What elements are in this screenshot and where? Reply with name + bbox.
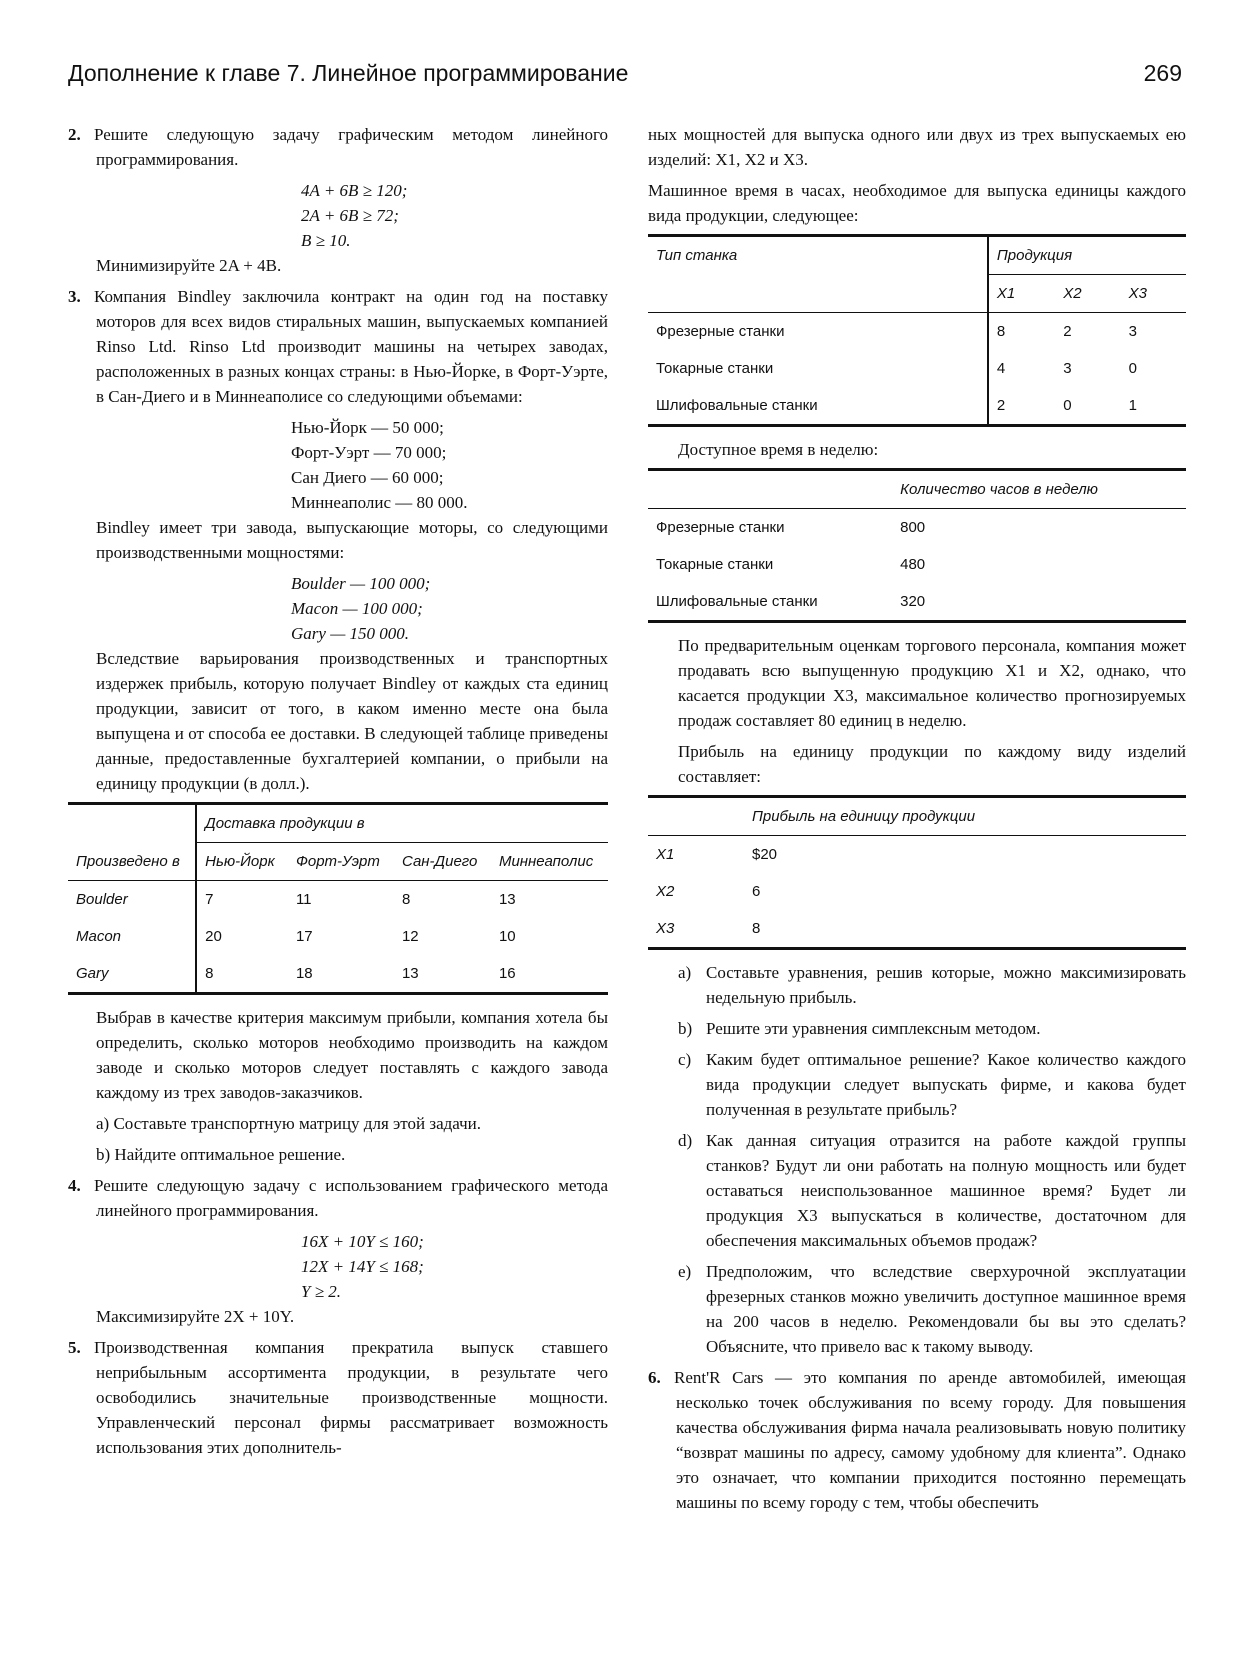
table-row: Gary 8 18 13 16 <box>68 955 608 994</box>
paragraph: ных мощностей для выпуска одного или двух из трех выпускаемых ею изделий: X1, X2 и X3. <box>648 125 1186 169</box>
paragraph: Выбрав в качестве критерия максимум прибыли, компания хотела бы определить, сколько моторов необходимо производить на каждом заводе и сколько моторов следует поставлять с каждого завода каждому из трех заводов-заказчиков. <box>96 1008 608 1102</box>
problem-3 <box>68 284 608 796</box>
objective: Минимизируйте 2A + 4B. <box>96 256 282 275</box>
table-header: Прибыль на единицу продукции <box>744 797 1186 836</box>
table-row: Фрезерные станки 8 2 3 <box>648 313 1186 351</box>
list-item: d) Как данная ситуация отразится на работе каждой группы станков? Будут ли они работать на полную мощность или будет оставаться неиспользованное машинное время? Будет ли продукция X3 выпускаться в количестве, достаточном для обеспечения максимальных объемов продаж? <box>678 1131 1186 1250</box>
table-row: Boulder 7 11 8 13 <box>68 881 608 919</box>
paragraph: Bindley имеет три завода, выпускающие моторы, со следующими производственными мощностями: <box>96 518 608 562</box>
table-row: Шлифовальные станки 320 <box>656 593 926 610</box>
page-number: 269 <box>1143 60 1182 86</box>
paragraph: По предварительным оценкам торгового персонала, компания может продавать всю выпущенную продукцию X1 и X2, однако, что касается продукции X3, максимальное количество прогнозируемых продаж составляет 80 единиц в неделю. <box>678 636 1186 730</box>
formula: 4A + 6B ≥ 120; <box>301 181 408 200</box>
list-item: Macon — 100 000; <box>291 599 423 618</box>
paragraph: Вследствие варьирования производственных и транспортных издержек прибыль, которую получает Bindley от каждых ста единиц продукции, зависит от того, в каком именно месте она была выпущена и от способа ее доставки. В следующей таблице приведены данные, предоставленные бухгалтерией компании, о прибыли на единицу продукции (в долл.). <box>96 649 608 793</box>
table-row: X2 6 <box>656 883 761 900</box>
formula: B ≥ 10. <box>301 231 351 250</box>
problem-3-cont <box>68 1005 608 1167</box>
paragraph: Доступное время в неделю: <box>678 440 879 459</box>
table-header: Форт-Уэрт <box>288 843 394 881</box>
constraints <box>96 1229 608 1304</box>
table-header: Произведено в <box>68 843 196 881</box>
problem-6 <box>648 1365 1186 1515</box>
table-header: X1 <box>988 275 1055 313</box>
plant-capacities <box>96 571 608 646</box>
city-volumes <box>96 415 608 515</box>
formula: 12X + 14Y ≤ 168; <box>301 1257 424 1276</box>
problem-4 <box>68 1173 608 1329</box>
list-item: Сан Диего — 60 000; <box>291 468 444 487</box>
list-item: b) Решите эти уравнения симплексным методом. <box>678 1019 1041 1038</box>
sub-questions <box>648 960 1186 1359</box>
paragraph: Прибыль на единицу продукции по каждому виду изделий составляет: <box>678 742 1186 786</box>
profit-table <box>68 802 608 995</box>
list-item: e) Предположим, что вследствие сверхурочной эксплуатации фрезерных станков можно увеличить доступное машинное время на 200 часов в неделю. Рекомендовали бы вы это сделать? Объясните, что привело вас к такому выводу. <box>678 1262 1186 1356</box>
problem-text: Производственная компания прекратила выпуск ставшего неприбыльным ассортимента продукции, в результате чего освободились значительные производственные мощности. Управленческий персонал фирмы рассматривает возможность использования этих дополнитель- <box>94 1338 608 1457</box>
constraints <box>96 178 608 253</box>
formula: 2A + 6B ≥ 72; <box>301 206 399 225</box>
table-group-header: Продукция <box>988 236 1186 275</box>
page-header <box>68 60 1182 100</box>
problem-5 <box>68 1335 608 1460</box>
running-title: Дополнение к главе 7. Линейное программирование <box>68 60 629 86</box>
list-item: Boulder — 100 000; <box>291 574 431 593</box>
table-row: Macon 20 17 12 10 <box>68 918 608 955</box>
problem-text: Решите следующую задачу с использованием графического метода линейного программирования. <box>94 1176 608 1220</box>
problem-number: 4. <box>68 1176 81 1195</box>
available-time-table <box>648 468 1186 623</box>
table-row: X1 $20 <box>656 846 778 863</box>
list-item: Миннеаполис — 80 000. <box>291 493 468 512</box>
unit-profit-table <box>648 795 1186 950</box>
problem-2 <box>68 122 608 278</box>
list-item: a) Составьте уравнения, решив которые, можно максимизировать недельную прибыль. <box>678 963 1186 1007</box>
machine-time-table <box>648 234 1186 427</box>
table-row: X3 8 <box>656 920 761 937</box>
problem-text: Компания Bindley заключила контракт на один год на поставку моторов для всех видов стиральных машин, выпускаемых компанией Rinso Ltd. Rinso Ltd производит машины на четырех заводах, расположенных в разных концах страны: в Нью-Йорке, в Форт-Уэрте, в Сан-Диего и в Миннеаполисе со следующими объемами: <box>94 287 608 406</box>
list-item: Gary — 150 000. <box>291 624 410 643</box>
table-row: Шлифовальные станки 2 0 1 <box>648 387 1186 426</box>
paragraph: Машинное время в часах, необходимое для выпуска единицы каждого вида продукции, следующее: <box>648 181 1186 225</box>
list-item: Нью-Йорк — 50 000; <box>291 418 444 437</box>
table-group-header: Доставка продукции в <box>196 804 608 843</box>
table-header: X3 <box>1121 275 1186 313</box>
formula: 16X + 10Y ≤ 160; <box>301 1232 424 1251</box>
problem-number: 6. <box>648 1368 661 1387</box>
left-column <box>68 122 608 1466</box>
table-header: Количество часов в неделю <box>892 470 1186 509</box>
problem-number: 3. <box>68 287 81 306</box>
list-item: c) Каким будет оптимальное решение? Какое количество каждого вида продукции следует выпускать фирме, и какова будет полученная в результате прибыль? <box>678 1050 1186 1119</box>
problem-number: 5. <box>68 1338 81 1357</box>
right-column <box>648 122 1186 1521</box>
problem-text: Rent'R Cars — это компания по аренде автомобилей, имеющая несколько точек обслуживания по всему городу. Для повышения качества обслуживания фирма начала реализовывать новую политику “возврат машины по адресу, самому удобному для клиента”. Однако это означает, что компании приходится постоянно перемещать машины по всему городу с тем, чтобы обеспечить <box>674 1368 1186 1512</box>
formula: Y ≥ 2. <box>301 1282 342 1301</box>
list-item: Форт-Уэрт — 70 000; <box>291 443 447 462</box>
sub-question: а) Составьте транспортную матрицу для этой задачи. <box>96 1114 482 1133</box>
objective: Максимизируйте 2X + 10Y. <box>96 1307 295 1326</box>
table-header: Тип станка <box>656 247 738 264</box>
table-row: Фрезерные станки 800 <box>656 519 926 536</box>
table-row: Токарные станки 4 3 0 <box>648 350 1186 387</box>
table-row: Токарные станки 480 <box>656 556 926 573</box>
table-header: Миннеаполис <box>491 843 608 881</box>
problem-number: 2. <box>68 125 81 144</box>
problem-text: Решите следующую задачу графическим методом линейного программирования. <box>94 125 608 169</box>
table-header: X2 <box>1055 275 1120 313</box>
table-header: Нью-Йорк <box>196 843 288 881</box>
table-header: Сан-Диего <box>394 843 491 881</box>
sub-question: b) Найдите оптимальное решение. <box>96 1145 346 1164</box>
